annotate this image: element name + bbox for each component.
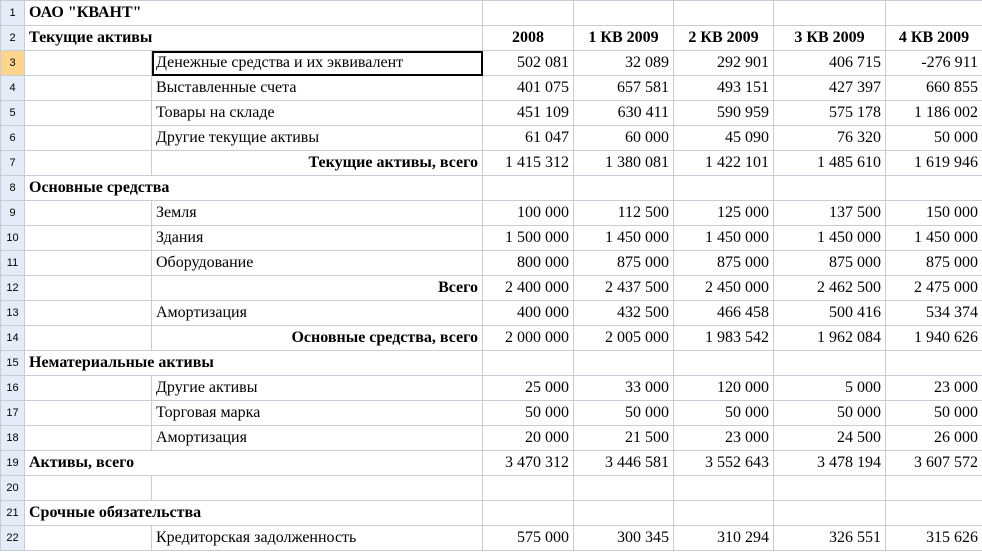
cell-label-main[interactable]: [25, 101, 152, 126]
cell-value[interactable]: 2008: [483, 26, 574, 51]
cell-label-sub[interactable]: Оборудование: [152, 251, 483, 276]
cell-value[interactable]: [774, 351, 886, 376]
cell-value[interactable]: 292 901: [674, 51, 774, 76]
row-header[interactable]: 17: [1, 401, 25, 426]
cell-label-main[interactable]: ОАО "КВАНТ": [25, 1, 483, 26]
cell-value[interactable]: 400 000: [483, 301, 574, 326]
cell-value[interactable]: 1 450 000: [774, 226, 886, 251]
cell-value[interactable]: 1 962 084: [774, 326, 886, 351]
cell-value[interactable]: 50 000: [483, 401, 574, 426]
cell-label-main[interactable]: [25, 226, 152, 251]
cell-value[interactable]: 401 075: [483, 76, 574, 101]
cell-value[interactable]: [574, 176, 674, 201]
row-header[interactable]: 6: [1, 126, 25, 151]
cell-value[interactable]: 326 551: [774, 526, 886, 551]
row-header[interactable]: 1: [1, 1, 25, 26]
cell-label-sub[interactable]: [152, 476, 483, 501]
cell-label-sub[interactable]: Торговая марка: [152, 401, 483, 426]
cell-value[interactable]: [483, 351, 574, 376]
cell-value[interactable]: [574, 476, 674, 501]
cell-value[interactable]: 25 000: [483, 376, 574, 401]
row-header[interactable]: 7: [1, 151, 25, 176]
cell-label-sub[interactable]: Текущие активы, всего: [152, 151, 483, 176]
cell-value[interactable]: 3 478 194: [774, 451, 886, 476]
cell-label-sub[interactable]: Выставленные счета: [152, 76, 483, 101]
row-header[interactable]: 4: [1, 76, 25, 101]
spreadsheet-row: [1, 126, 982, 151]
cell-label-sub[interactable]: Другие активы: [152, 376, 483, 401]
cell-value[interactable]: 1 485 610: [774, 151, 886, 176]
cell-value[interactable]: 1 450 000: [574, 226, 674, 251]
row-header[interactable]: 8: [1, 176, 25, 201]
cell-value[interactable]: 76 320: [774, 126, 886, 151]
cell-value[interactable]: 45 090: [674, 126, 774, 151]
cell-value[interactable]: 406 715: [774, 51, 886, 76]
cell-value[interactable]: [674, 176, 774, 201]
cell-value[interactable]: 137 500: [774, 201, 886, 226]
spreadsheet-row: [1, 476, 982, 501]
cell-value[interactable]: 800 000: [483, 251, 574, 276]
cell-value[interactable]: [483, 476, 574, 501]
cell-value[interactable]: 5 000: [774, 376, 886, 401]
spreadsheet-row: [1, 151, 982, 176]
cell-label-sub[interactable]: Здания: [152, 226, 483, 251]
cell-value[interactable]: 2 005 000: [574, 326, 674, 351]
cell-value[interactable]: 2 450 000: [674, 276, 774, 301]
spreadsheet-row: [1, 176, 982, 201]
cell-value[interactable]: [574, 501, 674, 526]
cell-value[interactable]: 875 000: [774, 251, 886, 276]
cell-label-sub[interactable]: Земля: [152, 201, 483, 226]
cell-value[interactable]: 2 000 000: [483, 326, 574, 351]
spreadsheet-row: [1, 326, 982, 351]
cell-value[interactable]: 427 397: [774, 76, 886, 101]
cell-label-main[interactable]: Основные средства: [25, 176, 483, 201]
cell-value[interactable]: 630 411: [574, 101, 674, 126]
cell-value[interactable]: 2 462 500: [774, 276, 886, 301]
cell-value[interactable]: [483, 1, 574, 26]
cell-value[interactable]: 2 475 000: [886, 276, 982, 301]
cell-value[interactable]: 3 КВ 2009: [774, 26, 886, 51]
cell-value[interactable]: [483, 501, 574, 526]
cell-value[interactable]: 125 000: [674, 201, 774, 226]
cell-label-main[interactable]: Активы, всего: [25, 451, 483, 476]
cell-label-main[interactable]: [25, 426, 152, 451]
spreadsheet-row: [1, 426, 982, 451]
cell-value[interactable]: 112 500: [574, 201, 674, 226]
cell-value[interactable]: 1 422 101: [674, 151, 774, 176]
cell-value[interactable]: 50 000: [674, 401, 774, 426]
cell-label-sub[interactable]: Основные средства, всего: [152, 326, 483, 351]
spreadsheet-row: [1, 276, 982, 301]
cell-label-sub[interactable]: Амортизация: [152, 426, 483, 451]
cell-value[interactable]: 590 959: [674, 101, 774, 126]
row-header[interactable]: 16: [1, 376, 25, 401]
cell-value[interactable]: 24 500: [774, 426, 886, 451]
cell-value[interactable]: 875 000: [886, 251, 982, 276]
cell-label-main[interactable]: [25, 376, 152, 401]
cell-value[interactable]: 3 552 643: [674, 451, 774, 476]
cell-label-sub[interactable]: Другие текущие активы: [152, 126, 483, 151]
row-header[interactable]: 10: [1, 226, 25, 251]
row-header[interactable]: 11: [1, 251, 25, 276]
spreadsheet-row: [1, 101, 982, 126]
cell-value[interactable]: 26 000: [886, 426, 982, 451]
cell-label-sub[interactable]: Денежные средства и их эквивалент: [152, 51, 483, 76]
cell-value[interactable]: [774, 476, 886, 501]
cell-value[interactable]: 2 437 500: [574, 276, 674, 301]
cell-value[interactable]: 21 500: [574, 426, 674, 451]
cell-value[interactable]: 300 345: [574, 526, 674, 551]
row-header[interactable]: 21: [1, 501, 25, 526]
spreadsheet-row: [1, 301, 982, 326]
cell-value[interactable]: 60 000: [574, 126, 674, 151]
cell-label-sub[interactable]: Всего: [152, 276, 483, 301]
spreadsheet-row: [1, 1, 982, 26]
cell-value[interactable]: [886, 176, 982, 201]
cell-value[interactable]: [483, 176, 574, 201]
cell-value[interactable]: 3 607 572: [886, 451, 982, 476]
cell-value[interactable]: [674, 476, 774, 501]
cell-label-main[interactable]: [25, 526, 152, 551]
cell-value[interactable]: 3 470 312: [483, 451, 574, 476]
row-header[interactable]: 20: [1, 476, 25, 501]
cell-label-main[interactable]: [25, 276, 152, 301]
cell-value[interactable]: 657 581: [574, 76, 674, 101]
row-header[interactable]: 22: [1, 526, 25, 551]
cell-value[interactable]: 660 855: [886, 76, 982, 101]
cell-label-main[interactable]: [25, 326, 152, 351]
row-header[interactable]: 15: [1, 351, 25, 376]
row-header[interactable]: 9: [1, 201, 25, 226]
cell-label-main[interactable]: [25, 401, 152, 426]
row-header[interactable]: 19: [1, 451, 25, 476]
cell-value[interactable]: -276 911: [886, 51, 982, 76]
cell-value[interactable]: 1 450 000: [674, 226, 774, 251]
cell-value[interactable]: 3 446 581: [574, 451, 674, 476]
cell-value[interactable]: [674, 351, 774, 376]
cell-label-main[interactable]: [25, 251, 152, 276]
cell-value[interactable]: 575 000: [483, 526, 574, 551]
cell-value[interactable]: 1 380 081: [574, 151, 674, 176]
spreadsheet-row: [1, 226, 982, 251]
cell-value[interactable]: 120 000: [674, 376, 774, 401]
spreadsheet-row: [1, 401, 982, 426]
cell-value[interactable]: 33 000: [574, 376, 674, 401]
cell-value[interactable]: 1 450 000: [886, 226, 982, 251]
spreadsheet-row: [1, 51, 982, 76]
spreadsheet-row: [1, 26, 982, 51]
spreadsheet-row: [1, 526, 982, 551]
cell-value[interactable]: [674, 501, 774, 526]
cell-value[interactable]: 575 178: [774, 101, 886, 126]
cell-value[interactable]: [674, 1, 774, 26]
spreadsheet-row: [1, 76, 982, 101]
cell-value[interactable]: 310 294: [674, 526, 774, 551]
cell-label-main[interactable]: [25, 51, 152, 76]
cell-value[interactable]: 150 000: [886, 201, 982, 226]
cell-label-main[interactable]: [25, 76, 152, 101]
cell-label-sub[interactable]: Кредиторская задолженность: [152, 526, 483, 551]
cell-value[interactable]: 1 500 000: [483, 226, 574, 251]
spreadsheet-row: [1, 376, 982, 401]
cell-value[interactable]: 1 983 542: [674, 326, 774, 351]
cell-value[interactable]: 50 000: [886, 126, 982, 151]
cell-value[interactable]: 534 374: [886, 301, 982, 326]
cell-value[interactable]: 61 047: [483, 126, 574, 151]
cell-value[interactable]: [574, 351, 674, 376]
cell-value[interactable]: 1 415 312: [483, 151, 574, 176]
cell-label-main[interactable]: Нематериальные активы: [25, 351, 483, 376]
cell-value[interactable]: [886, 476, 982, 501]
cell-value[interactable]: 50 000: [574, 401, 674, 426]
cell-value[interactable]: 315 626: [886, 526, 982, 551]
cell-value[interactable]: 493 151: [674, 76, 774, 101]
row-header[interactable]: 14: [1, 326, 25, 351]
cell-label-main[interactable]: Текущие активы: [25, 26, 483, 51]
cell-label-sub[interactable]: Товары на складе: [152, 101, 483, 126]
cell-value[interactable]: [774, 501, 886, 526]
cell-value[interactable]: 432 500: [574, 301, 674, 326]
cell-value[interactable]: 502 081: [483, 51, 574, 76]
cell-value[interactable]: 2 400 000: [483, 276, 574, 301]
row-header[interactable]: 2: [1, 26, 25, 51]
cell-value[interactable]: 50 000: [886, 401, 982, 426]
cell-value[interactable]: 20 000: [483, 426, 574, 451]
row-header[interactable]: 3: [1, 51, 25, 76]
cell-label-main[interactable]: [25, 126, 152, 151]
cell-value[interactable]: 50 000: [774, 401, 886, 426]
spreadsheet-row: [1, 351, 982, 376]
cell-label-main[interactable]: [25, 151, 152, 176]
cell-value[interactable]: 466 458: [674, 301, 774, 326]
row-header[interactable]: 18: [1, 426, 25, 451]
row-header[interactable]: 13: [1, 301, 25, 326]
cell-label-main[interactable]: [25, 301, 152, 326]
row-header[interactable]: 12: [1, 276, 25, 301]
cell-value[interactable]: 875 000: [574, 251, 674, 276]
cell-value[interactable]: 500 416: [774, 301, 886, 326]
spreadsheet-row: [1, 201, 982, 226]
cell-value[interactable]: 4 КВ 2009: [886, 26, 982, 51]
spreadsheet-row: [1, 451, 982, 476]
cell-value[interactable]: [574, 1, 674, 26]
cell-value[interactable]: [886, 1, 982, 26]
cell-value[interactable]: 1 940 626: [886, 326, 982, 351]
cell-value[interactable]: 1 619 946: [886, 151, 982, 176]
cell-label-main[interactable]: Срочные обязательства: [25, 501, 483, 526]
spreadsheet-row: [1, 501, 982, 526]
cell-value[interactable]: 2 КВ 2009: [674, 26, 774, 51]
cell-label-main[interactable]: [25, 476, 152, 501]
cell-value[interactable]: [774, 176, 886, 201]
cell-value[interactable]: 451 109: [483, 101, 574, 126]
cell-value[interactable]: 1 КВ 2009: [574, 26, 674, 51]
cell-label-sub[interactable]: Амортизация: [152, 301, 483, 326]
cell-value[interactable]: 875 000: [674, 251, 774, 276]
cell-value[interactable]: [886, 351, 982, 376]
cell-value[interactable]: 23 000: [886, 376, 982, 401]
row-header[interactable]: 5: [1, 101, 25, 126]
cell-value[interactable]: 32 089: [574, 51, 674, 76]
cell-label-main[interactable]: [25, 201, 152, 226]
cell-value[interactable]: 23 000: [674, 426, 774, 451]
cell-value[interactable]: [774, 1, 886, 26]
cell-value[interactable]: 1 186 002: [886, 101, 982, 126]
cell-value[interactable]: [886, 501, 982, 526]
cell-value[interactable]: 100 000: [483, 201, 574, 226]
spreadsheet-row: [1, 251, 982, 276]
